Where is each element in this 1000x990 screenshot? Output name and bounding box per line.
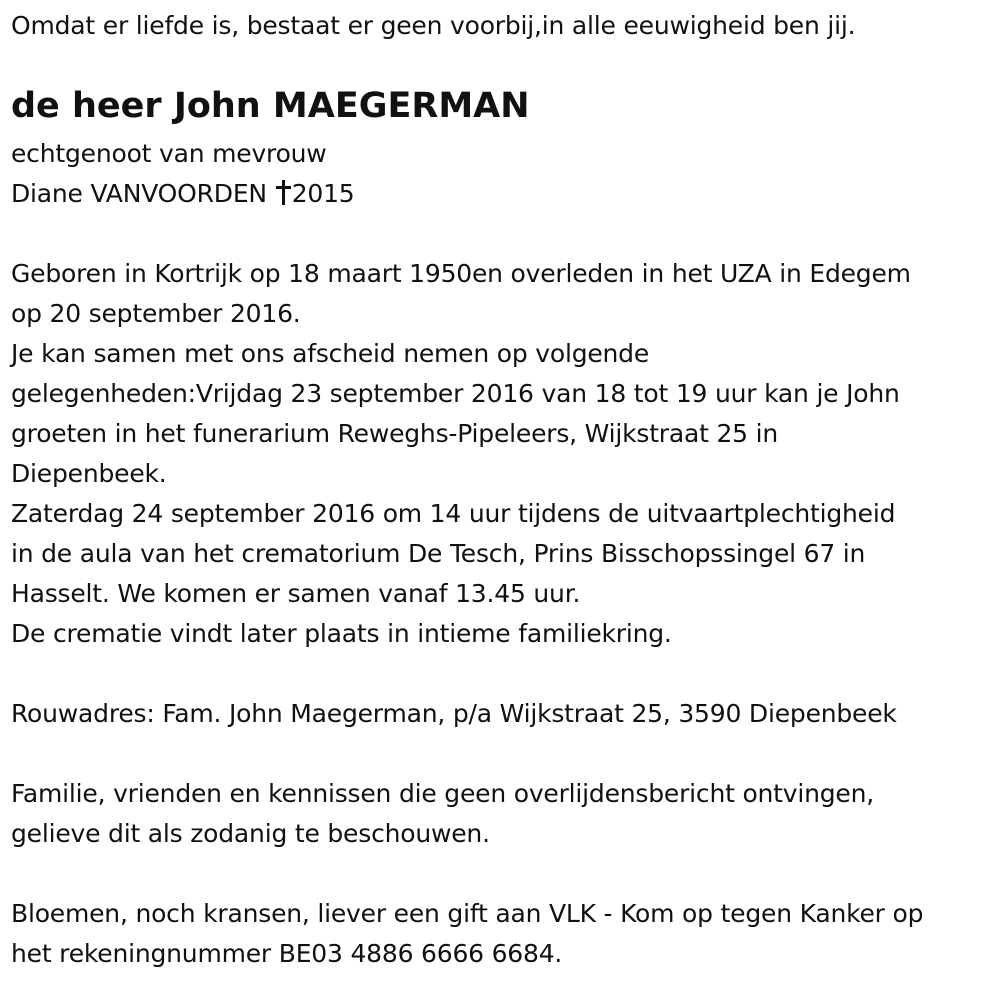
spouse-death-year: 2015: [291, 179, 355, 208]
mourning-address: Rouwadres: Fam. John Maegerman, p/a Wijkstraat 25, 3590 Diepenbeek: [11, 699, 897, 728]
family-line: Familie, vrienden en kennissen die geen overlijdensbericht ontvingen,: [11, 779, 875, 808]
details-line: groeten in het funerarium Reweghs-Pipeleers, Wijkstraat 25 in: [11, 419, 779, 448]
details-line: op 20 september 2016.: [11, 299, 301, 328]
spouse-line: echtgenoot van mevrouw: [11, 139, 327, 168]
details-line: Je kan samen met ons afscheid nemen op volgende: [11, 339, 650, 368]
family-block: [11, 774, 874, 854]
spouse-name-line: [11, 174, 355, 214]
details-line: Geboren in Kortrijk op 18 maart 1950en overleden in het UZA in Edegem: [11, 259, 911, 288]
quote: Omdat er liefde is, bestaat er geen voorbij,in alle eeuwigheid ben jij.: [11, 11, 856, 40]
details-block: [11, 254, 911, 654]
details-line: in de aula van het crematorium De Tesch, Prins Bisschopssingel 67 in: [11, 539, 866, 568]
cross-icon: [276, 179, 290, 205]
flowers-line: het rekeningnummer BE03 4886 6666 6684.: [11, 939, 563, 968]
details-line: Diepenbeek.: [11, 459, 167, 488]
details-line: Zaterdag 24 september 2016 om 14 uur tijdens de uitvaartplechtigheid: [11, 499, 896, 528]
flowers-line: Bloemen, noch kransen, liever een gift aan VLK - Kom op tegen Kanker op: [11, 899, 924, 928]
spouse-name: Diane VANVOORDEN: [11, 179, 267, 208]
family-line: gelieve dit als zodanig te beschouwen.: [11, 819, 490, 848]
address-block: [11, 694, 897, 734]
details-line: Hasselt. We komen er samen vanaf 13.45 uur.: [11, 579, 581, 608]
flowers-block: [11, 894, 923, 974]
spouse-block: [11, 134, 355, 214]
details-line: gelegenheden:Vrijdag 23 september 2016 van 18 tot 19 uur kan je John: [11, 379, 900, 408]
details-line: De crematie vindt later plaats in intieme familiekring.: [11, 619, 672, 648]
deceased-name: de heer John MAEGERMAN: [11, 86, 530, 126]
